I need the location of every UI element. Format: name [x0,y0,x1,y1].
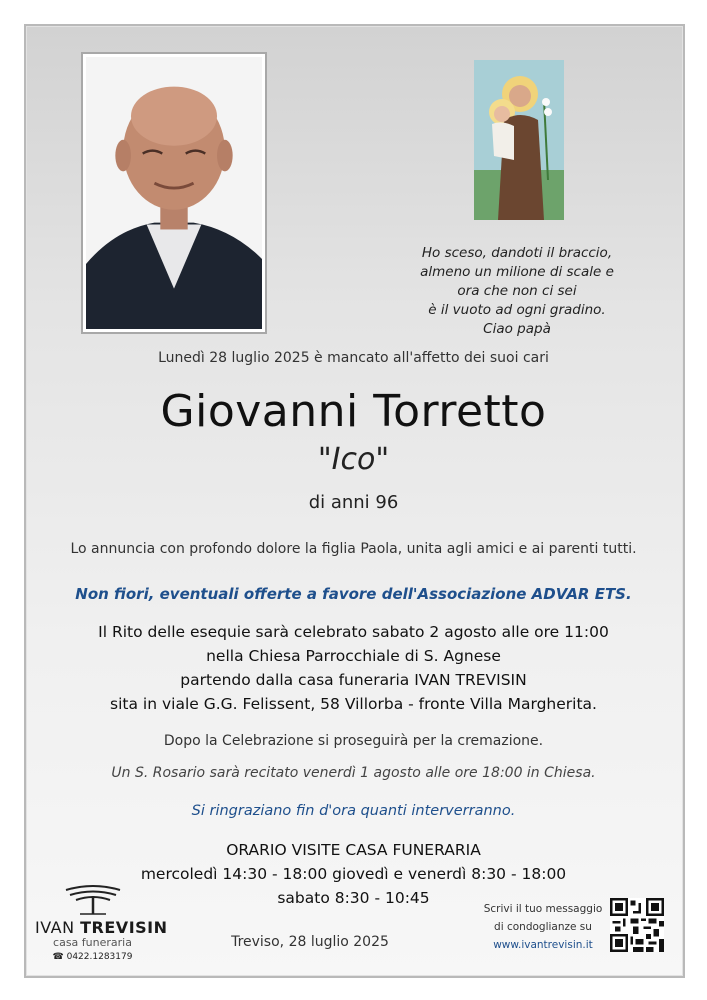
visiting-hours-line: mercoledì 14:30 - 18:00 giovedì e venerdì 8:30 - 18:00 [140,865,567,883]
saint-image [474,60,564,220]
website-link[interactable]: www.ivantrevisin.it [493,939,593,951]
logo-name-bold: TREVISIN [80,918,168,937]
poem-line: Ciao papà [483,321,551,337]
rosary-notice: Un S. Rosario sarà recitato venerdì 1 agosto alle ore 18:00 in Chiesa. [111,765,596,781]
poem-line: almeno un milione di scale e [420,264,614,280]
visiting-hours-title: ORARIO VISITE CASA FUNERARIA [226,841,481,859]
deceased-name: Giovanni Torretto [160,386,547,437]
poem [402,244,632,339]
condolences-box [478,900,608,954]
logo-name-light: IVAN [35,918,81,937]
deceased-photo [81,52,267,334]
logo-name [35,918,168,937]
phone-icon: ☎ [52,952,64,962]
cremation-notice: Dopo la Celebrazione si proseguirà per la cremazione. [163,733,544,749]
funeral-line: sita in viale G.G. Felissent, 58 Villorba - fronte Villa Margherita. [110,695,597,713]
death-announcement: Lunedì 28 luglio 2025 è mancato all'affetto dei suoi cari [158,350,549,366]
logo-subtitle: casa funeraria [53,936,132,949]
logo-phone [35,952,150,962]
funeral-home-logo [35,884,168,962]
condolences-line: di condoglianze su [494,921,592,933]
poem-line: ora che non ci sei [457,283,577,299]
poem-line: Ho sceso, dandoti il braccio, [421,245,613,261]
family-announcement: Lo annuncia con profondo dolore la figlia Paola, unita agli amici e ai parenti tutti. [70,541,637,557]
funeral-line: partendo dalla casa funeraria IVAN TREVISIN [180,671,527,689]
condolences-line: Scrivi il tuo messaggio [483,903,603,915]
thanks-notice: Si ringraziano fin d'ora quanti interverranno. [191,803,516,819]
donation-notice: Non fiori, eventuali offerte a favore dell'Associazione ADVAR ETS. [75,585,632,603]
place-date: Treviso, 28 luglio 2025 [231,934,389,950]
deceased-nickname: "Ico" [317,442,390,477]
deceased-age: di anni 96 [308,492,399,513]
funeral-line: Il Rito delle esequie sarà celebrato sabato 2 agosto alle ore 11:00 [98,623,609,641]
tree-logo-icon [58,884,128,916]
poem-line: è il vuoto ad ogni gradino. [428,302,606,318]
qr-code-icon[interactable] [610,898,664,952]
funeral-details [0,620,707,716]
visiting-hours-line: sabato 8:30 - 10:45 [277,889,430,907]
phone-number: 0422.1283179 [66,952,133,962]
funeral-line: nella Chiesa Parrocchiale di S. Agnese [206,647,501,665]
